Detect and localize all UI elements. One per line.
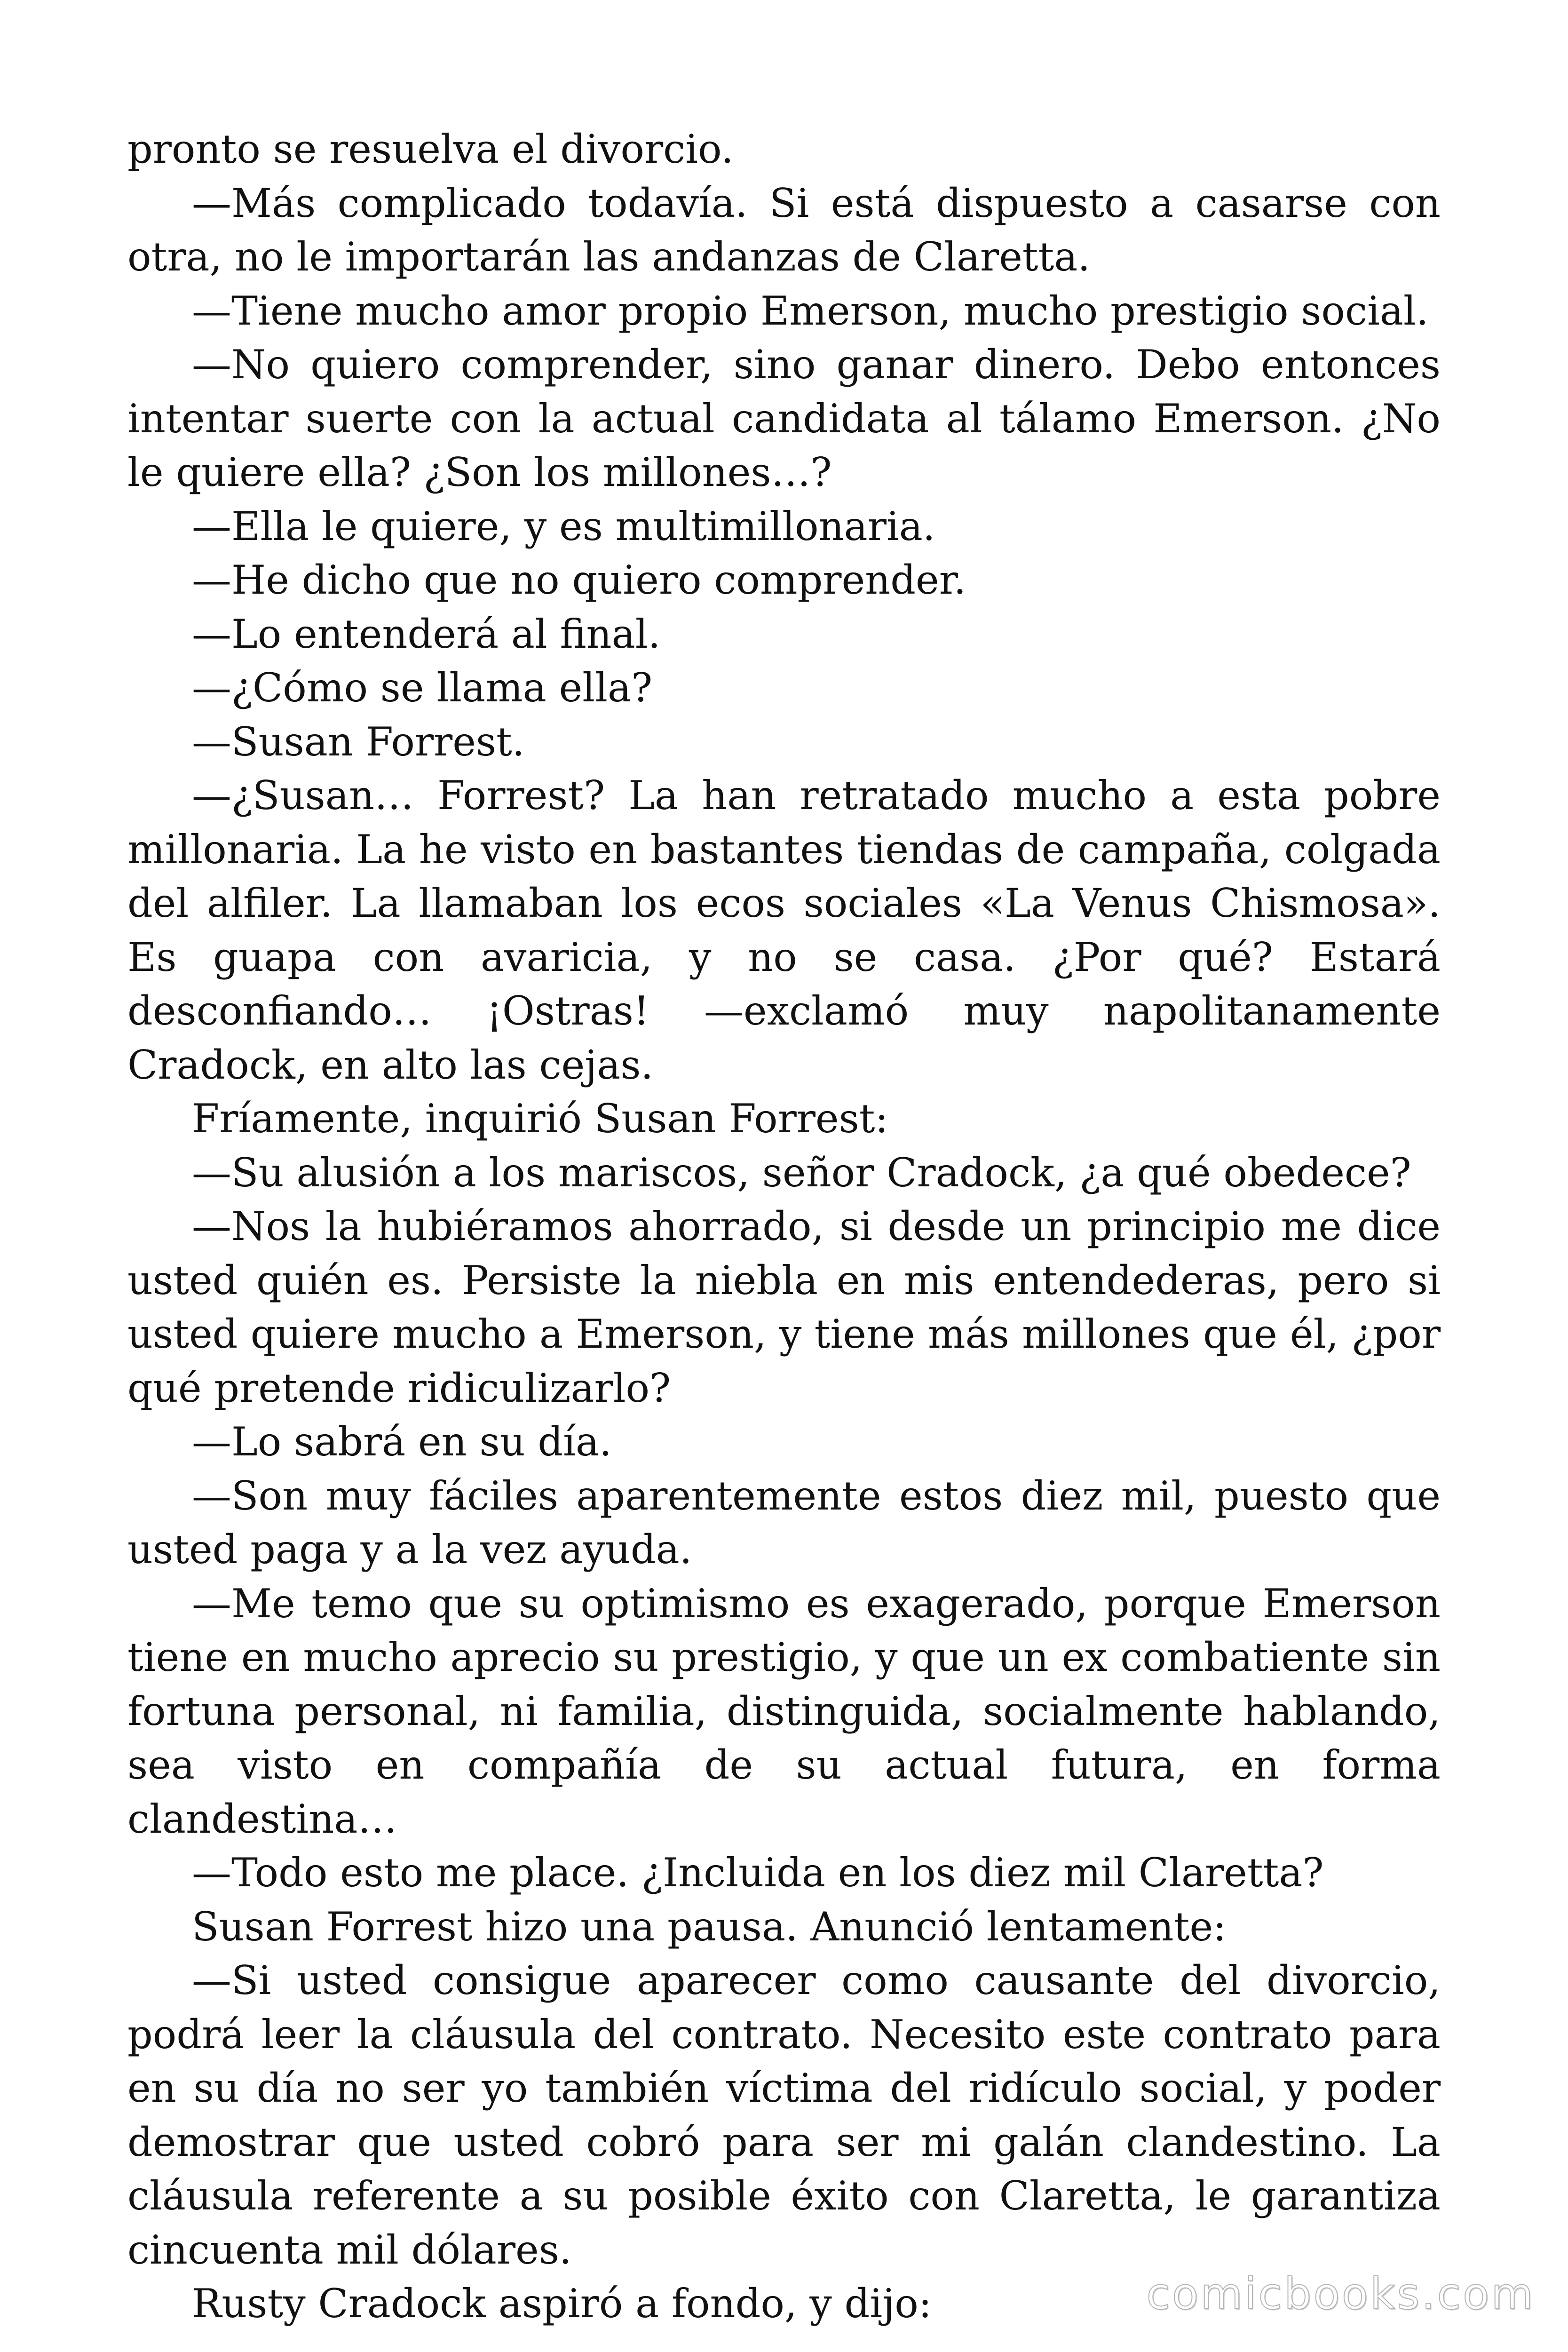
paragraph: —Nos la hubiéramos ahorrado, si desde un principio me dice usted quién es. Persiste la niebla en mis entendederas, pero si usted quiere mucho a Emerson, y tiene más millones que él, ¿por qué pretende ridiculizarlo? xyxy=(127,1203,1441,1411)
paragraph: —Ella le quiere, y es multimillonaria. xyxy=(192,503,935,549)
paragraph: —Su alusión a los mariscos, señor Cradock, ¿a qué obedece? xyxy=(192,1149,1411,1196)
paragraph: —Lo sabrá en su día. xyxy=(192,1419,612,1465)
paragraph: Susan Forrest hizo una pausa. Anunció lentamente: xyxy=(192,1903,1227,1950)
paragraph: —Son muy fáciles aparentemente estos diez mil, puesto que usted paga y a la vez ayuda. xyxy=(127,1472,1441,1573)
paragraph: —Me temo que su optimismo es exagerado, porque Emerson tiene en mucho aprecio su prestigio, y que un ex combatiente sin fortuna personal, ni familia, distinguida, socialmente hablando, sea visto en compañía de su actual futura, en forma clandestina… xyxy=(127,1580,1441,1842)
paragraph: —Lo entenderá al final. xyxy=(192,611,661,657)
paragraph: —No quiero comprender, sino ganar dinero. Debo entonces intentar suerte con la actual candidata al tálamo Emerson. ¿No le quiere ella? ¿Son los millones…? xyxy=(127,342,1441,495)
paragraph: —He dicho que no quiero comprender. xyxy=(192,557,966,603)
paragraph: —¿Cómo se llama ella? xyxy=(192,665,653,711)
paragraph: —Susan Forrest. xyxy=(192,718,525,765)
paragraph: pronto se resuelva el divorcio. xyxy=(127,126,734,172)
paragraph: —Si usted consigue aparecer como causante del divorcio, podrá leer la cláusula del contrato. Necesito este contrato para en su día no ser yo también víctima del ridículo social, y poder demostrar que usted cobró para ser mi galán clandestino. La cláusula referente a su posible éxito con Claretta, le garantiza cincuenta mil dólares. xyxy=(127,1957,1441,2273)
paragraph: —Tiene mucho amor propio Emerson, mucho prestigio social. xyxy=(192,287,1429,334)
paragraph: —¿Susan… Forrest? La han retratado mucho a esta pobre millonaria. La he visto en bastantes tiendas de campaña, colgada del alfiler. La llamaban los ecos sociales «La Venus Chismosa». Es guapa con avaricia, y no se casa. ¿Por qué? Estará desconfiando… ¡Ostras! —exclamó muy napolitanamente Cradock, en alto las cejas. xyxy=(127,772,1441,1088)
book-page-body xyxy=(127,122,1441,2331)
paragraph: Fríamente, inquirió Susan Forrest: xyxy=(192,1096,888,1142)
paragraph: —Más complicado todavía. Si está dispuesto a casarse con otra, no le importarán las andanzas de Claretta. xyxy=(127,180,1441,280)
watermark: comicbooks.com xyxy=(1146,2269,1535,2319)
paragraph: Rusty Cradock aspiró a fondo, y dijo: xyxy=(192,2280,932,2327)
paragraph: —Todo esto me place. ¿Incluida en los diez mil Claretta? xyxy=(192,1850,1324,1896)
